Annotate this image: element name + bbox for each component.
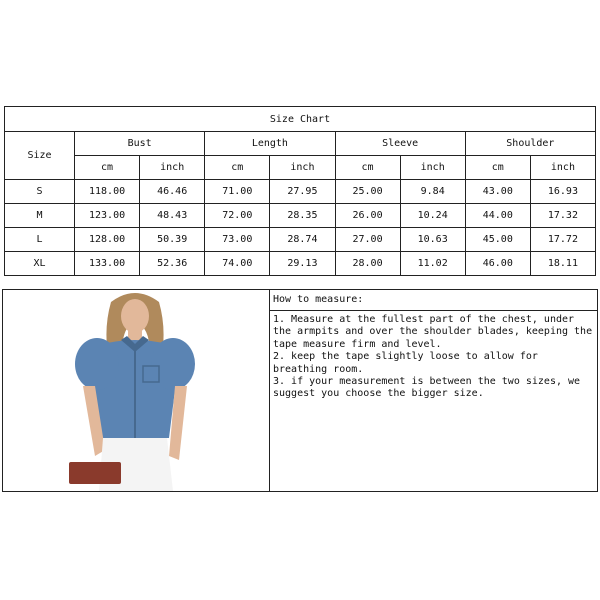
- measure-section: [2, 289, 598, 492]
- unit-header: cm: [335, 156, 400, 180]
- measurement-cell: 71.00: [205, 180, 270, 204]
- measurement-cell: 73.00: [205, 228, 270, 252]
- how-to-measure-title: How to measure:: [273, 294, 364, 305]
- measurement-cell: 45.00: [465, 228, 530, 252]
- section-divider: [270, 310, 597, 311]
- bust-header: Bust: [75, 132, 205, 156]
- measurement-cell: 46.46: [140, 180, 205, 204]
- measurement-cell: 118.00: [75, 180, 140, 204]
- measurement-cell: 50.39: [140, 228, 205, 252]
- unit-header: inch: [270, 156, 335, 180]
- face-shape: [121, 299, 149, 333]
- instruction-line: suggest you choose the bigger size.: [273, 388, 484, 400]
- table-row: [5, 228, 596, 252]
- measurement-cell: 10.24: [400, 204, 465, 228]
- measurement-cell: 43.00: [465, 180, 530, 204]
- measurement-cell: 17.72: [530, 228, 595, 252]
- instruction-line: 3. if your measurement is between the two sizes, we: [273, 376, 581, 388]
- measurement-cell: 17.32: [530, 204, 595, 228]
- measurement-cell: 46.00: [465, 252, 530, 276]
- unit-header: inch: [530, 156, 595, 180]
- left-sleeve: [75, 338, 119, 390]
- measurement-cell: 123.00: [75, 204, 140, 228]
- unit-header-row: [5, 156, 596, 180]
- measurement-cell: 52.36: [140, 252, 205, 276]
- measurement-cell: 26.00: [335, 204, 400, 228]
- size-chart-table: [4, 106, 596, 276]
- table-row: [5, 252, 596, 276]
- clutch-bag: [69, 462, 121, 484]
- size-label-cell: S: [5, 180, 75, 204]
- instruction-line: breathing room.: [273, 363, 364, 375]
- size-label-cell: L: [5, 228, 75, 252]
- instruction-line: tape measure firm and level.: [273, 338, 442, 350]
- measurement-cell: 128.00: [75, 228, 140, 252]
- measurement-cell: 74.00: [205, 252, 270, 276]
- unit-header: cm: [75, 156, 140, 180]
- measurement-cell: 29.13: [270, 252, 335, 276]
- size-label-cell: XL: [5, 252, 75, 276]
- measurement-cell: 18.11: [530, 252, 595, 276]
- measurement-cell: 28.74: [270, 228, 335, 252]
- measurement-cell: 48.43: [140, 204, 205, 228]
- measurement-cell: 11.02: [400, 252, 465, 276]
- measurement-cell: 16.93: [530, 180, 595, 204]
- measurement-cell: 28.00: [335, 252, 400, 276]
- instruction-line: the armpits and over the shoulder blades, keeping the: [273, 326, 593, 338]
- unit-header: inch: [400, 156, 465, 180]
- instruction-line: 2. keep the tape slightly loose to allow for: [273, 351, 538, 363]
- measurement-cell: 25.00: [335, 180, 400, 204]
- table-row: [5, 204, 596, 228]
- model-wearing-denim-shirt-image: [3, 290, 269, 491]
- unit-header: cm: [465, 156, 530, 180]
- size-label-cell: M: [5, 204, 75, 228]
- measurement-cell: 27.00: [335, 228, 400, 252]
- sleeve-header: Sleeve: [335, 132, 465, 156]
- shoulder-header: Shoulder: [465, 132, 595, 156]
- instruction-line: 1. Measure at the fullest part of the chest, under: [273, 314, 575, 325]
- instruction-lines: [273, 314, 595, 401]
- measurement-cell: 27.95: [270, 180, 335, 204]
- measurement-cell: 9.84: [400, 180, 465, 204]
- size-column-header: Size: [5, 132, 75, 180]
- measure-instructions-panel: [270, 290, 597, 491]
- length-header: Length: [205, 132, 335, 156]
- measurement-cell: 133.00: [75, 252, 140, 276]
- unit-header: cm: [205, 156, 270, 180]
- unit-header: inch: [140, 156, 205, 180]
- table-row: [5, 180, 596, 204]
- measurement-cell: 44.00: [465, 204, 530, 228]
- measurement-cell: 10.63: [400, 228, 465, 252]
- group-header-row: [5, 132, 596, 156]
- measurement-cell: 28.35: [270, 204, 335, 228]
- product-photo: [3, 290, 270, 491]
- measurement-cell: 72.00: [205, 204, 270, 228]
- chart-title: Size Chart: [5, 107, 596, 132]
- title-row: [5, 107, 596, 132]
